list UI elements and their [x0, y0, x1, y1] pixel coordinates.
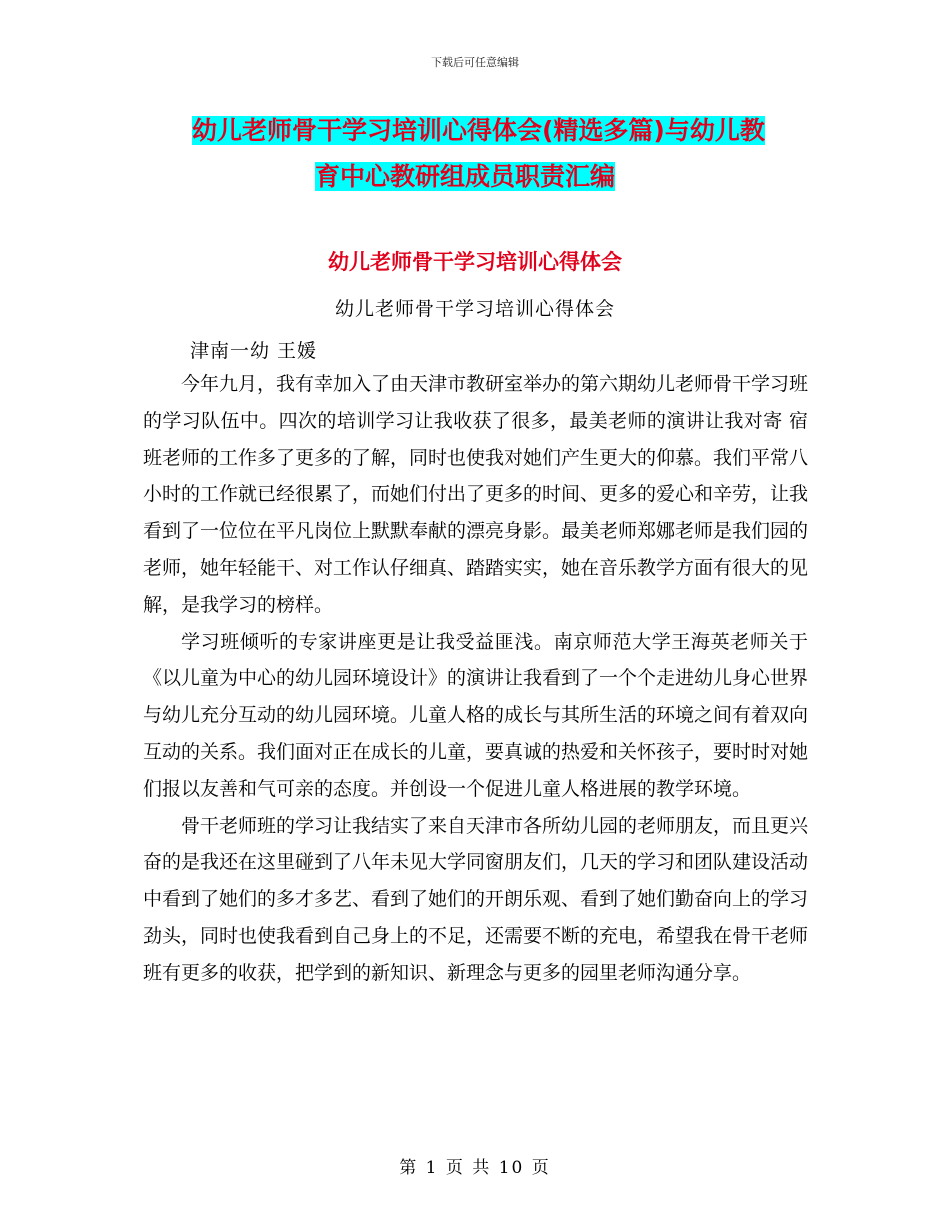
paragraph-1: 今年九月，我有幸加入了由天津市教研室举办的第六期幼儿老师骨干学习班的学习队伍中。四次的培训学习让我收获了很多，最美老师的演讲让我对寄 宿班老师的工作多了更多的了解，同时也使我对她们产生更大的仰慕。我们平常八小时的工作就已经很累了，而她们付出了更多的时间、更多的爱心和辛劳，让我看到了一位位在平凡岗位上默默奉献的漂亮身影。最美老师郑娜老师是我们园的老师，她年轻能干、对工作认仔细真、踏踏实实，她在音乐教学方面有很大的见解，是我学习的榜样。	[143, 373, 809, 616]
page-number-footer: 第 1 页 共 10 页	[399, 1158, 551, 1178]
header-note: 下载后可任意编辑	[431, 56, 519, 69]
author-line: 津南一幼 王媛	[190, 340, 318, 362]
sub-title: 幼儿老师骨干学习培训心得体会	[334, 298, 615, 320]
paragraph-3: 骨干老师班的学习让我结实了来自天津市各所幼儿园的老师朋友，而且更兴奋的是我还在这里碰到了八年未见大学同窗朋友们，几天的学习和团队建设活动中看到了她们的多才多艺、看到了她们的开朗乐观、看到了她们勤奋向上的学习劲头，同时也使我看到自己身上的不足，还需要不断的充电，希望我在骨干老师班有更多的收获，把学到的新知识、新理念与更多的园里老师沟通分享。	[143, 814, 809, 984]
paragraph-2: 学习班倾听的专家讲座更是让我受益匪浅。南京师范大学王海英老师关于《以儿童为中心的幼儿园环境设计》的演讲让我看到了一个个走进幼儿身心世界与幼儿充分互动的幼儿园环境。儿童人格的成长与其所生活的环境之间有着双向互动的关系。我们面对正在成长的儿童，要真诚的热爱和关怀孩子，要时时对她们报以友善和气可亲的态度。并创设一个促进儿童人格进展的教学环境。	[143, 630, 809, 800]
body-text	[143, 366, 808, 992]
document-title-line2: 育中心教研组成员职责汇编	[315, 162, 616, 191]
document-title-line1: 幼儿老师骨干学习培训心得体会(精选多篇)与幼儿教	[192, 116, 765, 145]
document-title	[192, 108, 812, 200]
section-title: 幼儿老师骨干学习培训心得体会	[328, 250, 622, 274]
